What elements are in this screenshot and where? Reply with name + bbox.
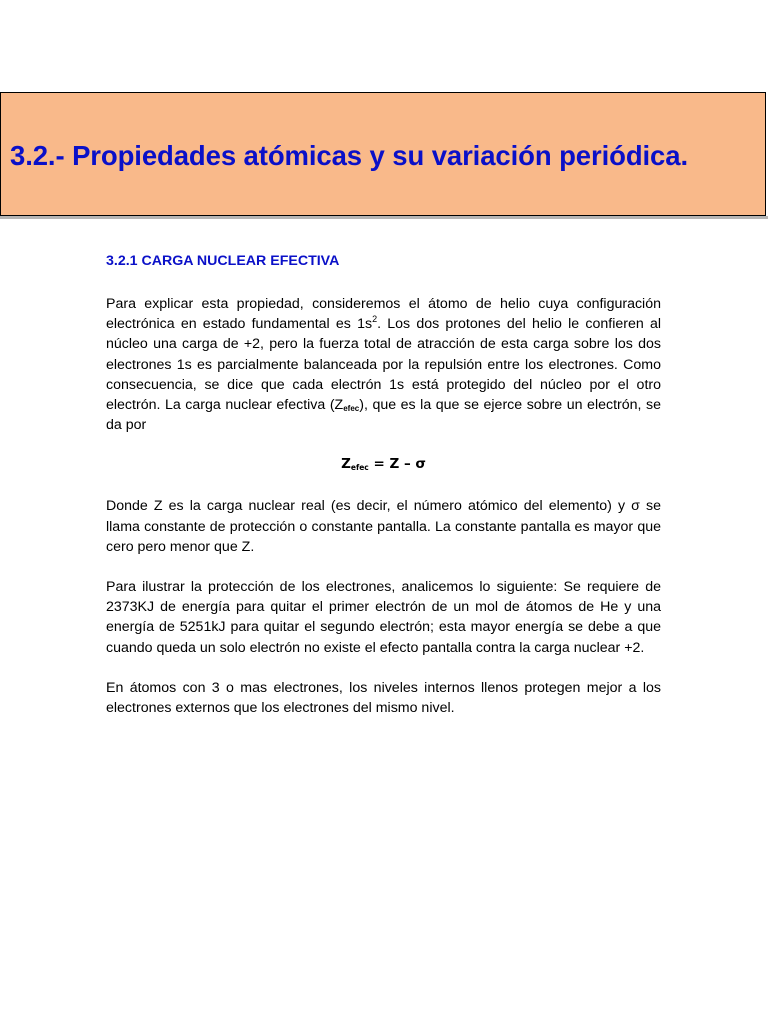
formula-rest: = Z – σ [368, 456, 426, 473]
paragraph-intro-text-a: Para explicar esta propiedad, consideremos el átomo de helio cuya configuración electrónica en estado fundamental es 1s [106, 296, 661, 333]
subscript-efec: efec [343, 404, 360, 414]
formula-z: Z [341, 456, 351, 473]
title-banner-shadow [0, 216, 768, 219]
paragraph-multielectron: En átomos con 3 o mas electrones, los niveles internos llenos protegen mejor a los electrones externos que los electrones del mismo nivel. [106, 679, 661, 717]
formula-subscript: efec [350, 463, 369, 473]
title-banner [0, 92, 766, 216]
section-heading: 3.2.1 CARGA NUCLEAR EFECTIVA [106, 253, 340, 269]
page-title: 3.2.- Propiedades atómicas y su variación periódica. [10, 140, 688, 171]
paragraph-intro-text-b: . Los dos protones del helio le confieren al núcleo una carga de +2, pero la fuerza total de atracción de esta carga sobre los dos electrones 1s es parcialmente balanceada por la repulsión entre los electrones. Como consecuencia, se dice que cada electrón 1s está protegido del núcleo por el otro electrón. La carga nuclear efectiva (Z [106, 316, 661, 414]
paragraph-intro [106, 294, 661, 435]
document-body [106, 253, 661, 738]
paragraph-definition: Donde Z es la carga nuclear real (es decir, el número atómico del elemento) y σ se llama constante de protección o constante pantalla. La constante pantalla es mayor que cero pero menor que Z. [106, 498, 661, 555]
superscript-2: 2 [372, 314, 378, 325]
formula-effective-charge [106, 455, 661, 473]
paragraph-example: Para ilustrar la protección de los electrones, analicemos lo siguiente: Se requiere de 2373KJ de energía para quitar el primer electrón de un mol de átomos de He y una energía de 5251kJ para quitar el segundo electrón; esta mayor energía se debe a que cuando queda un solo electrón no existe el efecto pantalla contra la carga nuclear +2. [106, 579, 661, 656]
paragraph-intro-text-c: ), que es la que se ejerce sobre un electrón, se da por [106, 397, 661, 434]
